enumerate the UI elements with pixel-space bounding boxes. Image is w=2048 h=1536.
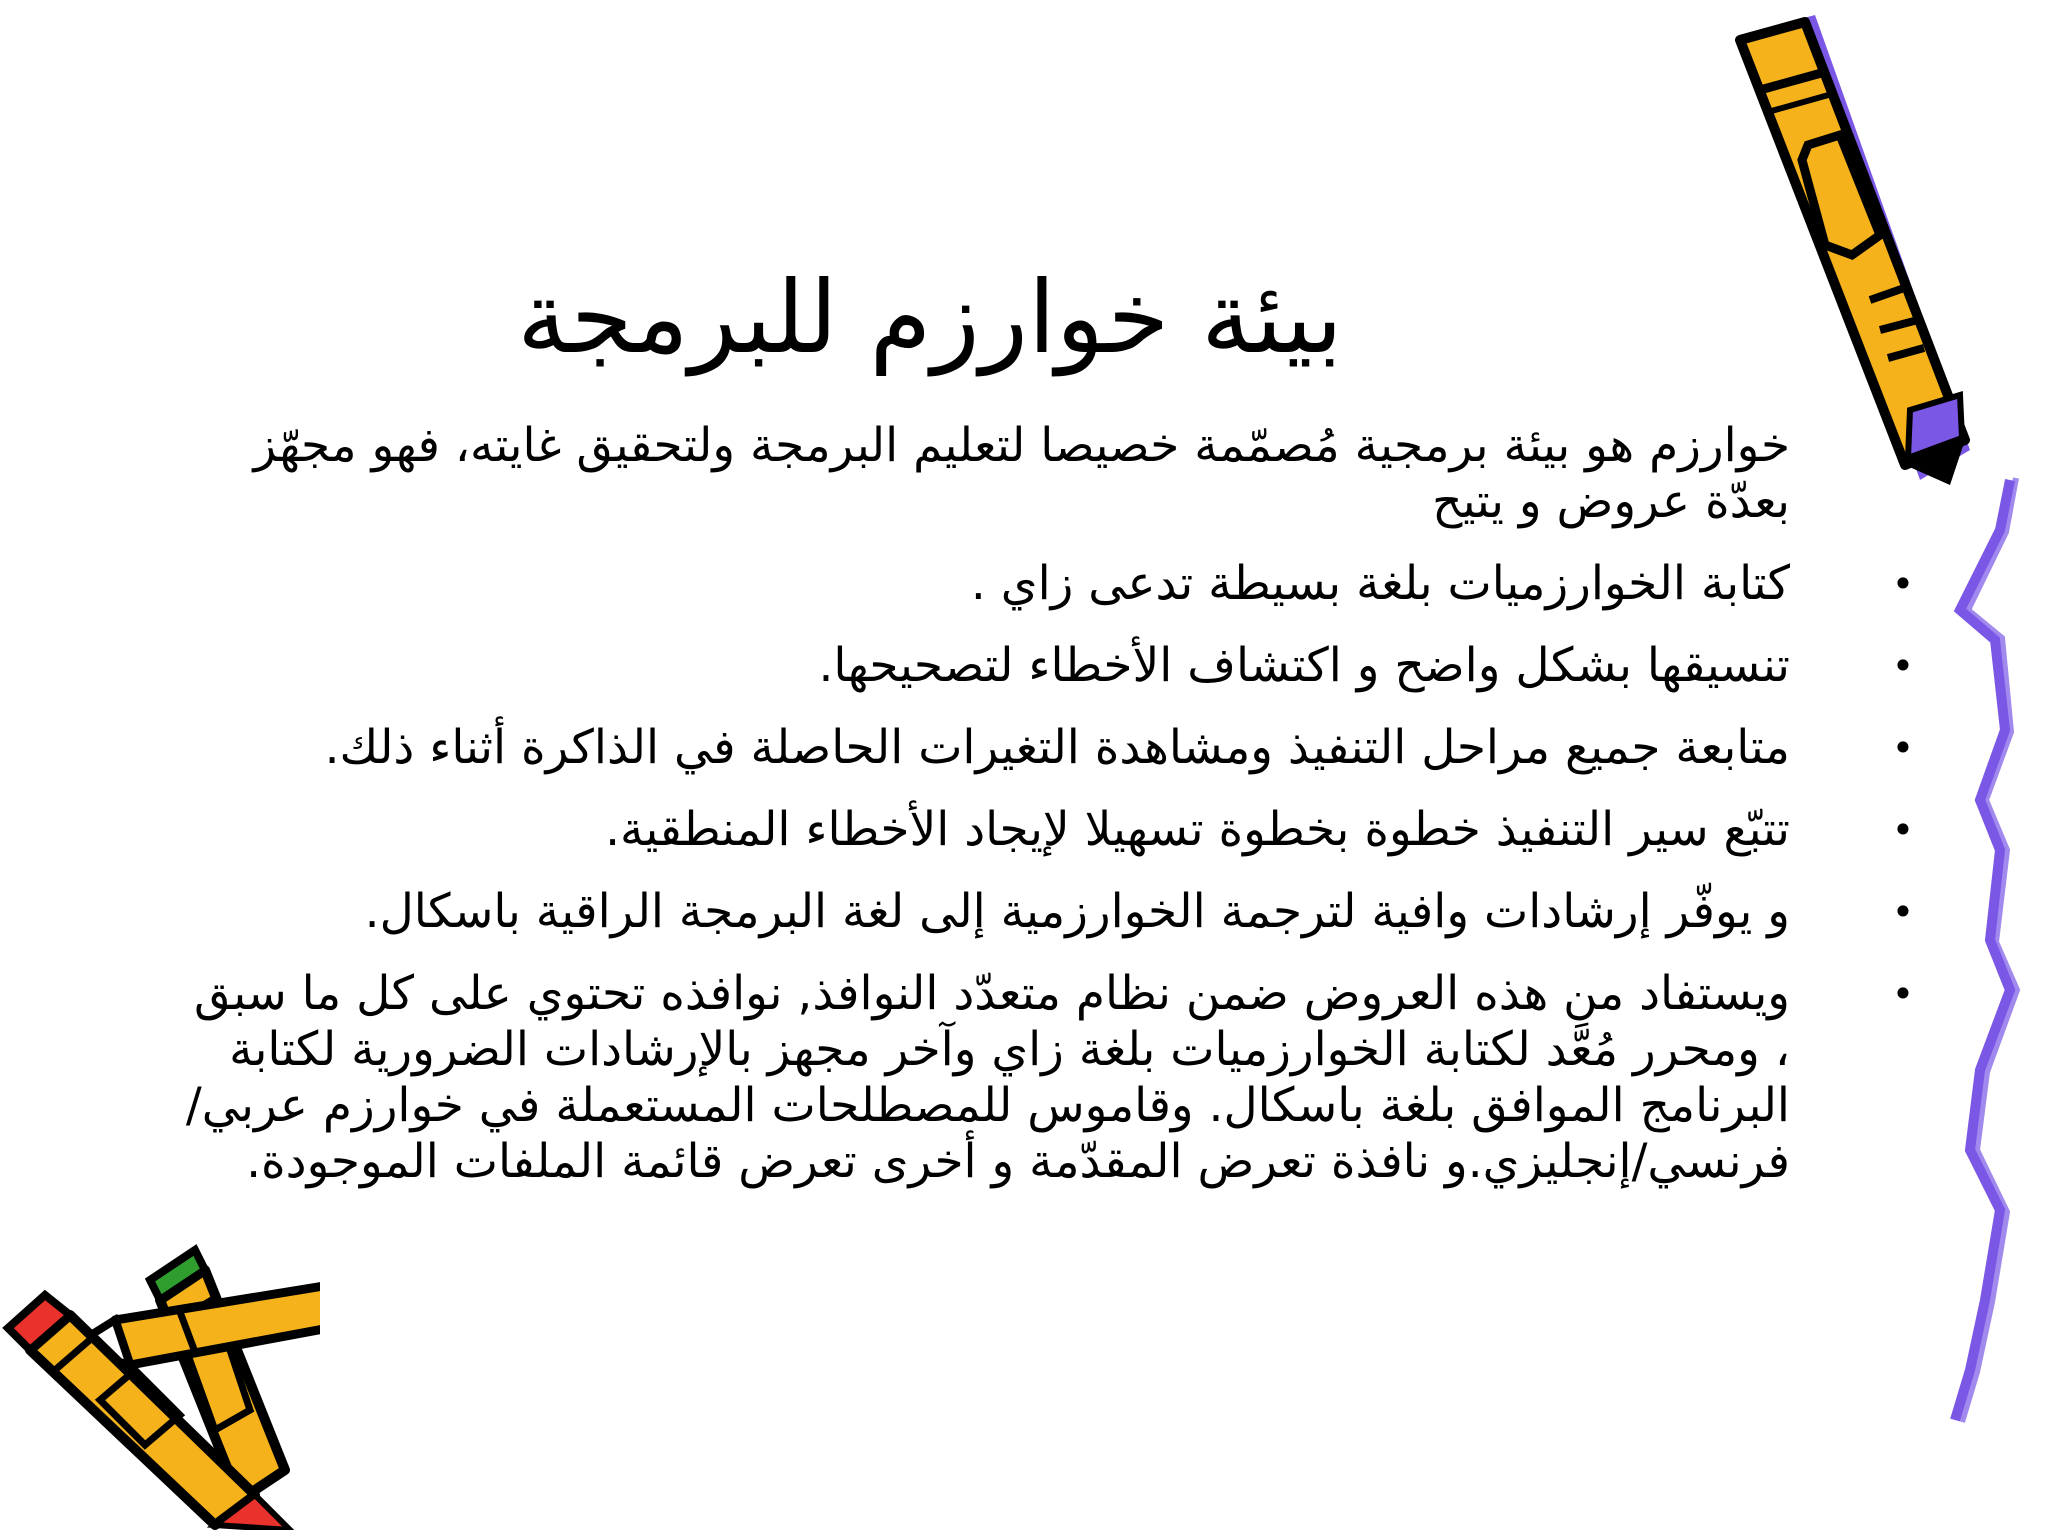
bullet-marker: •: [1891, 972, 1915, 1016]
pencil-icon: [0, 1240, 320, 1530]
list-item: [175, 884, 1935, 940]
bullet-marker: •: [1891, 562, 1915, 606]
list-item: [175, 418, 1935, 530]
bullet-text: تتبّع سير التنفيذ خطوة بخطوة تسهيلا لإيجاد الأخطاء المنطقية.: [605, 802, 1790, 857]
bullet-marker: •: [1891, 808, 1915, 852]
squiggle-line: [1940, 470, 2030, 1450]
bullet-marker: •: [1891, 644, 1915, 688]
bullet-text: ويستفاد من هذه العروض ضمن نظام متعدّد النوافذ, نوافذه تحتوي على كل ما سبق ، ومحرر مُعَّد لكتابة الخوارزميات بلغة زاي وآخر مجهز بالإرشادات الضرورية لكتابة البرنامج الموافق بلغة باسكال. وقاموس للمصطلحات المستعملة في خوارزم عربي/فرنسي/إنجليزي.و نافذة تعرض المقدّمة و أخرى تعرض قائمة الملفات الموجودة.: [185, 966, 1790, 1189]
bullet-marker: •: [1891, 890, 1915, 934]
list-item: [175, 802, 1935, 858]
slide-title: بيئة خوارزم للبرمجة: [517, 259, 1343, 376]
bullet-text: متابعة جميع مراحل التنفيذ ومشاهدة التغيرات الحاصلة في الذاكرة أثناء ذلك.: [324, 720, 1790, 775]
bullet-text: و يوفّر إرشادات وافية لترجمة الخوارزمية إلى لغة البرمجة الراقية باسكال.: [364, 884, 1790, 939]
list-item: [175, 966, 1935, 1190]
bullet-list: [175, 418, 1935, 1216]
pencil-icon: [1720, 10, 2020, 490]
bullet-text: كتابة الخوارزميات بلغة بسيطة تدعى زاي .: [970, 556, 1790, 611]
list-item: [175, 556, 1935, 612]
list-item: [175, 720, 1935, 776]
bullet-marker: •: [1891, 726, 1915, 770]
bullet-text: خوارزم هو بيئة برمجية مُصمّمة خصيصا لتعليم البرمجة ولتحقيق غايته، فهو مجهّز بعدّة عروض و يتيح: [253, 418, 1790, 529]
list-item: [175, 638, 1935, 694]
bullet-text: تنسيقها بشكل واضح و اكتشاف الأخطاء لتصحيحها.: [818, 638, 1790, 693]
